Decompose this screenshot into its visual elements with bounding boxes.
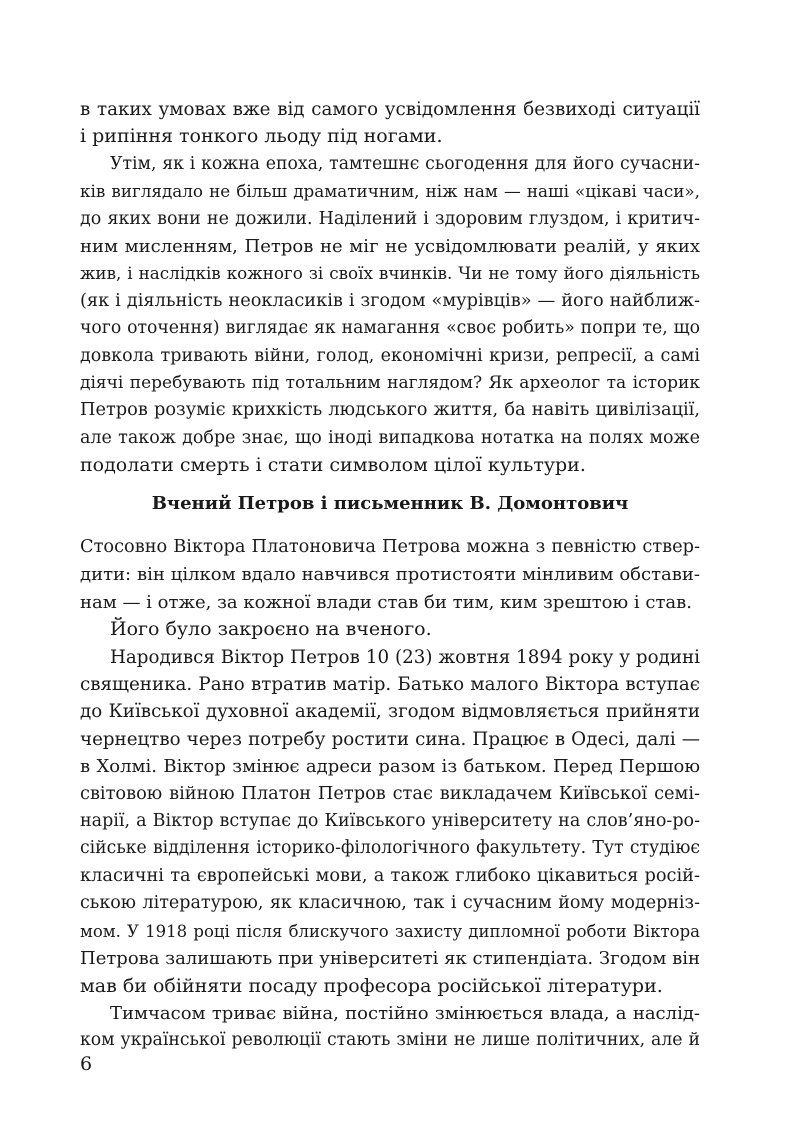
- text-line: в таких умовах вже від самого усвідомлення безвиході ситуації: [80, 99, 700, 120]
- text-block-bottom: [80, 534, 700, 1055]
- text-line: до Київської духовної академії, згодом відмовляється прийняти: [80, 701, 700, 723]
- text-line: Петрова залишають при університеті як стипендіата. Згодом він: [80, 948, 700, 970]
- text-line: Народився Віктор Петров 10 (23) жовтня 1894 року у родині: [110, 646, 700, 668]
- text-line: чернецтво через потребу ростити сина. Працює в Одесі, далі —: [80, 728, 700, 750]
- text-block-top: [80, 96, 700, 480]
- text-line: чого оточення) виглядає як намагання «своє робить» попри те, що: [80, 318, 700, 339]
- text-line: до яких вони не дожили. Наділений і здоровим глуздом, і критич-: [80, 208, 700, 229]
- text-line: (як і діяльність неокласиків і згодом «мурівців» — його найближ-: [80, 290, 700, 311]
- text-line: подолати смерть і стати символом цілої культури.: [80, 454, 586, 477]
- text-line: Петров розуміє крихкість людського життя, ба навіть цивілізації,: [80, 400, 700, 421]
- text-line: в Холмі. Віктор змінює адреси разом із батьком. Перед Першою: [80, 756, 700, 778]
- page-number: 6: [80, 1053, 93, 1075]
- text-line: але також добре знає, що іноді випадкова нотатка на полях може: [80, 427, 700, 448]
- text-line: довкола тривають війни, голод, економічні кризи, репресії, а самі: [80, 345, 700, 366]
- text-line: жив, і наслідків кожного зі своїх вчинків. Чи не тому його діяльність: [80, 263, 700, 284]
- text-line: мом. У 1918 році після блискучого захисту дипломної роботи Віктора: [80, 921, 700, 941]
- text-line: нам — і отже, за кожної влади став би тим, ким зрештою і став.: [80, 591, 692, 613]
- text-line: Утім, як і кожна епоха, тамтешнє сьогодення для його сучасни-: [110, 153, 700, 174]
- text-line: дити: він цілком вдало навчився протистояти мінливим обстави-: [80, 564, 700, 586]
- text-line: Його було закроєно на вченого.: [110, 618, 432, 641]
- text-line: діячі перебувають під тотальним наглядом? Як археолог та історик: [80, 373, 700, 394]
- text-line: ською літературою, як класичною, так і сучасним йому модерніз-: [80, 893, 700, 914]
- text-line: світовою війною Платон Петров стає викладачем Київської семі-: [80, 783, 700, 804]
- text-line: сійське відділення історико-філологічного факультету. Тут студіює: [80, 838, 700, 859]
- text-line: класичні та європейські мови, а також глибоко цікавиться росій-: [80, 865, 700, 886]
- text-line: ків виглядало не більш драматичним, ніж нам — наші «цікаві часи»,: [80, 181, 700, 202]
- text-line: ним мисленням, Петров не міг не усвідомлювати реалій, у яких: [80, 236, 700, 258]
- text-line: Стосовно Віктора Платоновича Петрова можна з певністю ствер-: [80, 537, 700, 557]
- text-line: ком української революції стають зміни не лише політичних, але й: [80, 1030, 700, 1051]
- text-line: священика. Рано втратив матір. Батько малого Віктора вступає: [80, 674, 700, 696]
- section-heading: Вчений Петров і письменник В. Домонтович: [151, 493, 629, 514]
- text-line: і рипіння тонкого льоду під ногами.: [80, 125, 443, 148]
- text-line: мав би обійняти посаду професора російської літератури.: [80, 974, 663, 997]
- text-line: нарії, а Віктор вступає до Київського університету на слов’яно-ро-: [80, 811, 700, 832]
- text-line: Тимчасом триває війна, постійно змінюється влада, а наслід-: [110, 1002, 700, 1024]
